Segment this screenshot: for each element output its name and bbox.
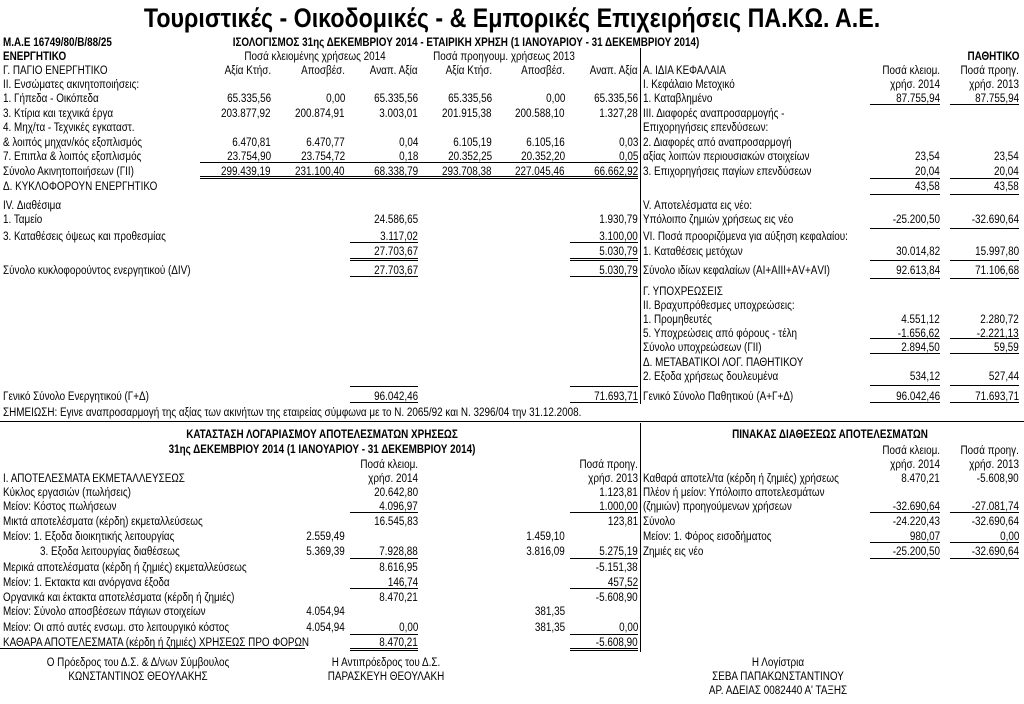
rule-line: [350, 386, 418, 387]
income-value: 3.816,09: [526, 546, 565, 558]
liability-value-current: 4.551,12: [901, 314, 940, 326]
income-value: 4.054,94: [306, 606, 345, 618]
rule-line: [870, 278, 940, 279]
asset-value: 3.100,00: [599, 231, 638, 243]
rule-line: [570, 258, 638, 259]
income-row-label: Μείον: Σύνολο αποσβέσεων πάγιων στοιχείων: [3, 606, 206, 618]
divider-line: [640, 423, 641, 652]
asset-value: 66.662,92: [593, 166, 638, 178]
asset-value: 203.877,92: [221, 108, 271, 120]
liab-header-current: Ποσά κλειομ.: [882, 65, 940, 77]
rule-line: [950, 402, 1019, 403]
income-value: 4.096,97: [379, 501, 418, 513]
liability-value-prior: 59,59: [994, 342, 1019, 354]
balance-sheet-title: ΙΣΟΛΟΓΙΣΜΟΣ 31ης ΔΕΚΕΜΒΡΙΟΥ 2014 - ΕΤΑΙΡΙΚΗ ΧΡΗΣΗ (1 ΙΑΝΟΥΑΡΙΟΥ - 31 ΔΕΚΕΜΒΡΙΟΥ 2014): [232, 37, 700, 49]
rule-line: [950, 512, 1019, 513]
rule-line: [870, 338, 940, 339]
asset-value: 231.100,40: [295, 166, 345, 178]
rule-line: [870, 542, 940, 543]
liability-value-prior: 87.755,94: [974, 93, 1019, 105]
rule-line: [570, 242, 638, 243]
income-value: 5.275,19: [599, 546, 638, 558]
distribution-value-prior: -32.690,64: [971, 546, 1019, 558]
liability-value-prior: 71.693,71: [974, 391, 1019, 403]
rule-line: [350, 650, 418, 651]
asset-value: 299.439,19: [221, 166, 271, 178]
income-value: 8.616,95: [379, 562, 418, 574]
liability-value-prior: 15.997,80: [974, 246, 1019, 258]
asset-value: 201.915,38: [442, 108, 492, 120]
rule-line: [950, 353, 1019, 354]
liability-row-label: VI. Ποσά προοριζόμενα για αύξηση κεφαλαίου:: [643, 231, 848, 243]
income-value: 1.123,81: [599, 487, 638, 499]
asset-value: 65.335,56: [226, 93, 271, 105]
asset-value: 1.930,79: [599, 214, 638, 226]
asset-value: 20.352,25: [447, 151, 492, 163]
income-value: 7.928,88: [379, 546, 418, 558]
rule-line: [870, 228, 940, 229]
asset-value: 227.045,46: [515, 166, 565, 178]
income-value: 146,74: [387, 577, 418, 589]
liability-value-current: 30.014,82: [895, 246, 940, 258]
note-text: ΣΗΜΕΙΩΣΗ: Εγινε αναπροσαρμογή της αξίας των ακινήτων της εταιρείας σύμφωνα με το Ν. 2065/92 και Ν. 3296/04 την 31.12.2008.: [3, 407, 582, 419]
liability-row-label: 1. Καταβλημένο: [643, 93, 713, 105]
liability-value-prior: -2.221,13: [977, 328, 1019, 340]
rule-line: [570, 648, 638, 649]
liability-value-prior: -32.690,64: [971, 214, 1019, 226]
liability-row-label: 1. Καταθέσεις μετόχων: [643, 246, 743, 258]
rule-line: [570, 512, 638, 513]
liability-value-current: 43,58: [915, 181, 940, 193]
prior-year-header: Ποσά προηγουμ. χρήσεως 2013: [433, 51, 575, 63]
column-header: Αξία Κτήσ.: [224, 65, 271, 77]
rule-line: [870, 512, 940, 513]
liability-value-prior: 2.280,72: [980, 314, 1019, 326]
asset-row-label: 7. Επιπλα & λοιπός εξοπλισμός: [3, 151, 142, 163]
liability-row-label: Υπόλοιπο ζημιών χρήσεως εις νέο: [643, 214, 794, 226]
liability-value-prior: 20,04: [994, 166, 1019, 178]
asset-value: 6.470,81: [232, 137, 271, 149]
dist-header-prior-year: χρήσ. 2013: [969, 459, 1019, 471]
liability-row-label: 3. Επιχορηγήσεις παγίων επενδύσεων: [643, 166, 812, 178]
liability-row-label: Ι. Κεφάλαιο Μετοχικό: [643, 79, 735, 91]
asset-row-label: 1. Γήπεδα - Οικόπεδα: [3, 93, 99, 105]
liability-row-label: ΙΙ. Βραχυπρόθεσμες υποχρεώσεις:: [643, 300, 795, 312]
asset-value: 5.030,79: [599, 246, 638, 258]
asset-value: 24.586,65: [373, 214, 418, 226]
distribution-row-label: Μείον: 1. Φόρος εισοδήματος: [643, 531, 772, 543]
liability-row-label: Δ. ΜΕΤΑΒΑΤΙΚΟΙ ΛΟΓ. ΠΑΘΗΤΙΚΟΥ: [643, 357, 804, 369]
liability-value-current: 23,54: [915, 151, 940, 163]
income-value: 381,35: [534, 606, 565, 618]
rule-line: [350, 634, 418, 635]
rule-line: [950, 178, 1019, 179]
income-header-current-year: χρήσ. 2014: [368, 473, 418, 485]
current-year-header: Ποσά κλειομένης χρήσεως 2014: [244, 51, 386, 63]
dist-header-prior: Ποσά προηγ.: [960, 445, 1019, 457]
asset-value: 0,00: [325, 93, 345, 105]
rule-line: [570, 402, 638, 403]
signature-license: ΑΡ. ΑΔΕΙΑΣ 0082440 Α' ΤΑΞΗΣ: [708, 685, 848, 697]
rule-line: [200, 178, 638, 179]
distribution-row-label: Σύνολο: [643, 516, 676, 528]
rule-line: [950, 104, 1019, 105]
dist-header-current: Ποσά κλειομ.: [882, 445, 940, 457]
income-value: 16.545,83: [373, 516, 418, 528]
asset-value: 23.754,90: [226, 151, 271, 163]
income-value: 8.470,21: [379, 592, 418, 604]
rule-line: [0, 648, 305, 649]
rule-line: [870, 194, 940, 195]
asset-value: 20.352,20: [520, 151, 565, 163]
rule-line: [200, 176, 638, 177]
income-statement-title: ΚΑΤΑΣΤΑΣΗ ΛΟΓΑΡΙΑΣΜΟΥ ΑΠΟΤΕΛΕΣΜΑΤΩΝ ΧΡΗΣΕΩΣ: [186, 429, 458, 441]
distribution-value-prior: 0,00: [999, 531, 1019, 543]
rule-line: [0, 421, 1024, 422]
liabilities-heading: ΠΑΘΗΤΙΚΟ: [966, 51, 1019, 63]
signature-role: Η Αντιπρόεδρος του Δ.Σ.: [331, 657, 441, 669]
liability-row-label: Γ. ΥΠΟΧΡΕΩΣΕΙΣ: [643, 286, 723, 298]
rule-line: [950, 194, 1019, 195]
income-row-label: Μικτά αποτελέσματα (κέρδη) εκμεταλλεύσεως: [3, 516, 203, 528]
liability-row-label: ΙΙΙ. Διαφορές αναπροσαρμογής -: [643, 108, 785, 120]
income-row-label: Μείον: Κόστος πωλήσεων: [3, 501, 117, 513]
income-value: 0,00: [398, 622, 418, 634]
asset-value: 27.703,67: [373, 246, 418, 258]
signature-role: Ο Πρόεδρος του Δ.Σ. & Δ/νων Σύμβουλος: [46, 657, 230, 669]
liability-row-label: Σύνολο ιδίων κεφαλαίων (ΑΙ+ΑΙΙΙ+ΑV+ΑVΙ): [643, 265, 830, 277]
income-row-label: Κύκλος εργασιών (πωλήσεις): [3, 487, 131, 499]
rule-line: [570, 558, 638, 559]
asset-value: 0,04: [398, 137, 418, 149]
liability-row-label: 2. Διαφορές από αναπροσαρμογή: [643, 137, 792, 149]
rule-line: [350, 648, 418, 649]
liability-value-current: 2.894,50: [901, 342, 940, 354]
asset-value: 5.030,79: [599, 265, 638, 277]
income-row-label: Μερικά αποτελέσματα (κέρδη ή ζημιές) εκμεταλλεύσεως: [3, 562, 247, 574]
income-value: 8.470,21: [379, 637, 418, 649]
asset-value: 6.105,16: [526, 137, 565, 149]
signature-role: Η Λογίστρια: [751, 657, 805, 669]
liability-value-prior: 527,44: [988, 371, 1019, 383]
asset-row-label: Δ. ΚΥΚΛΟΦΟΡΟΥΝ ΕΝΕΡΓΗΤΙΚΟ: [3, 181, 158, 193]
distribution-row-label: Ζημιές εις νέο: [643, 546, 704, 558]
rule-line: [570, 588, 638, 589]
signature-name: ΠΑΡΑΣΚΕΥΗ ΘΕΟΥΛΑΚΗ: [327, 671, 445, 683]
liability-row-label: 2. Εξοδα χρήσεως δουλευμένα: [643, 371, 779, 383]
income-row-label: Μείον: Οι από αυτές ενσωμ. στο λειτουργικό κόστος: [3, 622, 230, 634]
rule-line: [950, 542, 1019, 543]
asset-row-label: Γ. ΠΑΓΙΟ ΕΝΕΡΓΗΤΙΚΟ: [3, 65, 108, 77]
liability-value-current: -1.656,62: [898, 328, 940, 340]
rule-line: [950, 228, 1019, 229]
distribution-row-label: Καθαρά αποτελ/τα (κέρδη ή ζημιές) χρήσεως: [643, 473, 839, 485]
rule-line: [870, 104, 940, 105]
income-row-label: Μείον: 1. Εξοδα διοικητικής λειτουργίας: [3, 531, 175, 543]
distribution-value-current: -32.690,64: [892, 501, 940, 513]
income-value: 123,81: [607, 516, 638, 528]
asset-value: 3.003,01: [379, 108, 418, 120]
rule-line: [570, 650, 638, 651]
income-header-prior: Ποσά προηγ.: [579, 459, 638, 471]
asset-row-label: 3. Κτίρια και τεχνικά έργα: [3, 108, 114, 120]
liability-row-label: 1. Προμηθευτές: [643, 314, 712, 326]
income-row-label: Οργανικά και έκτακτα αποτελέσματα (κέρδη ή ζημιές): [3, 592, 235, 604]
rule-line: [570, 386, 638, 387]
liab-header-prior: Ποσά προηγ.: [960, 65, 1019, 77]
liability-value-current: 20,04: [915, 166, 940, 178]
income-value: 5.369,39: [306, 546, 345, 558]
asset-value: 71.693,71: [593, 391, 638, 403]
company-title: Τουριστικές - Οικοδομικές - & Εμπορικές Επιχειρήσεις ΠΑ.ΚΩ. Α.Ε.: [143, 3, 881, 33]
asset-value: 0,18: [398, 151, 418, 163]
rule-line: [870, 402, 940, 403]
rule-line: [950, 338, 1019, 339]
liab-header-prior-year: χρήσ. 2013: [969, 79, 1019, 91]
rule-line: [350, 558, 418, 559]
signature-name: ΣΕΒΑ ΠΑΠΑΚΩΝΣΤΑΝΤΙΝΟΥ: [712, 671, 844, 683]
asset-row-label: ΙΙ. Ενσώματες ακινητοποιήσεις:: [3, 79, 140, 91]
column-header: Αναπ. Αξία: [590, 65, 638, 77]
income-row-label: Μείον: 1. Εκτακτα και ανόργανα έξοδα: [3, 577, 170, 589]
rule-line: [570, 276, 638, 277]
rule-line: [950, 385, 1019, 386]
column-header: Αναπ. Αξία: [370, 65, 418, 77]
rule-line: [870, 558, 940, 559]
liability-value-prior: 71.106,68: [974, 265, 1019, 277]
registration-number: Μ.Α.Ε 16749/80/Β/88/25: [3, 37, 112, 49]
rule-line: [570, 260, 638, 261]
dist-header-current-year: χρήσ. 2014: [890, 459, 940, 471]
rule-line: [350, 512, 418, 513]
asset-row-label: IV. Διαθέσιμα: [3, 200, 62, 212]
distribution-value-current: -24.220,43: [892, 516, 940, 528]
asset-row-label: 4. Μηχ/τα - Τεχνικές εγκαταστ.: [3, 122, 135, 134]
liability-value-current: 92.613,84: [895, 265, 940, 277]
liability-row-label: Α. ΙΔΙΑ ΚΕΦΑΛΑΙΑ: [643, 65, 726, 77]
rule-line: [950, 558, 1019, 559]
rule-line: [570, 634, 638, 635]
distribution-value-prior: -5.608,90: [977, 473, 1019, 485]
income-value: 0,00: [618, 622, 638, 634]
liability-row-label: Σύνολο υποχρεώσεων (ΓΙΙ): [643, 342, 762, 354]
signature-name: ΚΩΝΣΤΑΝΤΙΝΟΣ ΘΕΟΥΛΑΚΗΣ: [68, 671, 208, 683]
asset-value: 27.703,67: [373, 265, 418, 277]
asset-value: 3.117,02: [380, 231, 418, 243]
income-header-current: Ποσά κλειομ.: [360, 459, 418, 471]
asset-value: 6.470,77: [306, 137, 345, 149]
rule-line: [350, 588, 418, 589]
income-row-label: ΚΑΘΑΡΑ ΑΠΟΤΕΛΕΣΜΑΤΑ (κέρδη ή ζημιές) ΧΡΗΣΕΩΣ ΠΡΟ ΦΟΡΩΝ: [3, 637, 310, 649]
distribution-value-prior: -27.081,74: [971, 501, 1019, 513]
column-header: Αποσβέσ.: [521, 65, 565, 77]
income-value: 457,52: [607, 577, 638, 589]
asset-value: 293.708,38: [442, 166, 492, 178]
asset-row-label: & λοιπός μηχαν/κός εξοπλισμός: [3, 137, 143, 149]
liability-value-prior: 43,58: [994, 181, 1019, 193]
column-header: Αξία Κτήσ.: [445, 65, 492, 77]
asset-row-label: Σύνολο κυκλοφορούντος ενεργητικού (ΔIV): [3, 265, 191, 277]
asset-value: 0,03: [618, 137, 638, 149]
income-value: 1.459,10: [526, 531, 565, 543]
assets-heading: ΕΝΕΡΓΗΤΙΚΟ: [3, 51, 67, 63]
asset-value: 65.335,56: [447, 93, 492, 105]
liability-row-label: 5. Υποχρεώσεις από φόρους - τέλη: [643, 328, 798, 340]
liab-header-current-year: χρήσ. 2014: [890, 79, 940, 91]
asset-value: 65.335,56: [373, 93, 418, 105]
income-row-label: 3. Εξοδα λειτουργίας διαθέσεως: [40, 546, 180, 558]
asset-value: 200.588,10: [515, 108, 565, 120]
rule-line: [870, 353, 940, 354]
rule-line: [350, 260, 418, 261]
distribution-row-label: Πλέον ή μείον: Υπόλοιπο αποτελεσμάτων: [643, 487, 825, 499]
income-header-prior-year: χρήσ. 2013: [588, 473, 638, 485]
income-row-label: Ι. ΑΠΟΤΕΛΕΣΜΑΤΑ ΕΚΜΕΤΑΛΛΕΥΣΕΩΣ: [3, 473, 185, 485]
income-statement-period: 31ης ΔΕΚΕΜΒΡΙΟΥ 2014 (1 ΙΑΝΟΥΑΡΙΟΥ - 31 ΔΕΚΕΜΒΡΙΟΥ 2014): [168, 444, 476, 456]
distribution-value-current: 8.470,21: [901, 473, 940, 485]
income-value: -5.608,90: [596, 637, 638, 649]
liability-row-label: V. Αποτελέσματα εις νέο:: [643, 200, 752, 212]
income-value: 4.054,94: [306, 622, 345, 634]
income-value: -5.151,38: [596, 562, 638, 574]
rule-line: [870, 260, 940, 261]
liability-value-current: 534,12: [909, 371, 940, 383]
asset-value: 1.327,28: [599, 108, 638, 120]
asset-row-label: 3. Καταθέσεις όψεως και προθεσμίας: [3, 231, 166, 243]
rule-line: [350, 276, 418, 277]
asset-value: 200.874,91: [295, 108, 345, 120]
asset-value: 23.754,72: [300, 151, 345, 163]
liability-value-current: 96.042,46: [895, 391, 940, 403]
income-value: 1.000,00: [599, 501, 638, 513]
asset-row-label: 1. Ταμείο: [3, 214, 43, 226]
distribution-value-current: 980,07: [909, 531, 940, 543]
distribution-title: ΠΙΝΑΚΑΣ ΔΙΑΘΕΣΕΩΣ ΑΠΟΤΕΛΕΣΜΑΤΩΝ: [732, 429, 928, 441]
asset-value: 0,05: [618, 151, 638, 163]
liability-row-label: Επιχορηγήσεις επενδύσεων:: [643, 122, 769, 134]
income-value: 381,35: [534, 622, 565, 634]
rule-line: [200, 162, 638, 163]
distribution-row-label: (ζημιών) προηγούμενων χρήσεων: [643, 501, 792, 513]
rule-line: [350, 402, 418, 403]
asset-value: 65.335,56: [593, 93, 638, 105]
liability-value-current: -25.200,50: [892, 214, 940, 226]
asset-row-label: Σύνολο Ακινητοποιήσεων (ΓΙΙ): [3, 166, 134, 178]
rule-line: [350, 258, 418, 259]
liability-row-label: αξίας λοιπών περιουσιακών στοιχείων: [643, 151, 810, 163]
asset-row-label: Γενικό Σύνολο Ενεργητικού (Γ+Δ): [3, 391, 149, 403]
distribution-value-prior: -32.690,64: [971, 516, 1019, 528]
column-header: Αποσβέσ.: [301, 65, 345, 77]
asset-value: 96.042,46: [373, 391, 418, 403]
income-value: 20.642,80: [373, 487, 418, 499]
asset-value: 6.105,19: [453, 137, 492, 149]
liability-value-prior: 23,54: [994, 151, 1019, 163]
liability-row-label: Γενικό Σύνολο Παθητικού (Α+Γ+Δ): [643, 391, 794, 403]
rule-line: [950, 278, 1019, 279]
rule-line: [870, 178, 940, 179]
income-value: -5.608,90: [596, 592, 638, 604]
rule-line: [870, 385, 940, 386]
divider-line: [640, 48, 641, 404]
distribution-value-current: -25.200,50: [892, 546, 940, 558]
income-value: 2.559,49: [306, 531, 345, 543]
asset-value: 0,00: [545, 93, 565, 105]
asset-value: 68.338,79: [373, 166, 418, 178]
rule-line: [350, 242, 418, 243]
liability-value-current: 87.755,94: [895, 93, 940, 105]
rule-line: [950, 260, 1019, 261]
